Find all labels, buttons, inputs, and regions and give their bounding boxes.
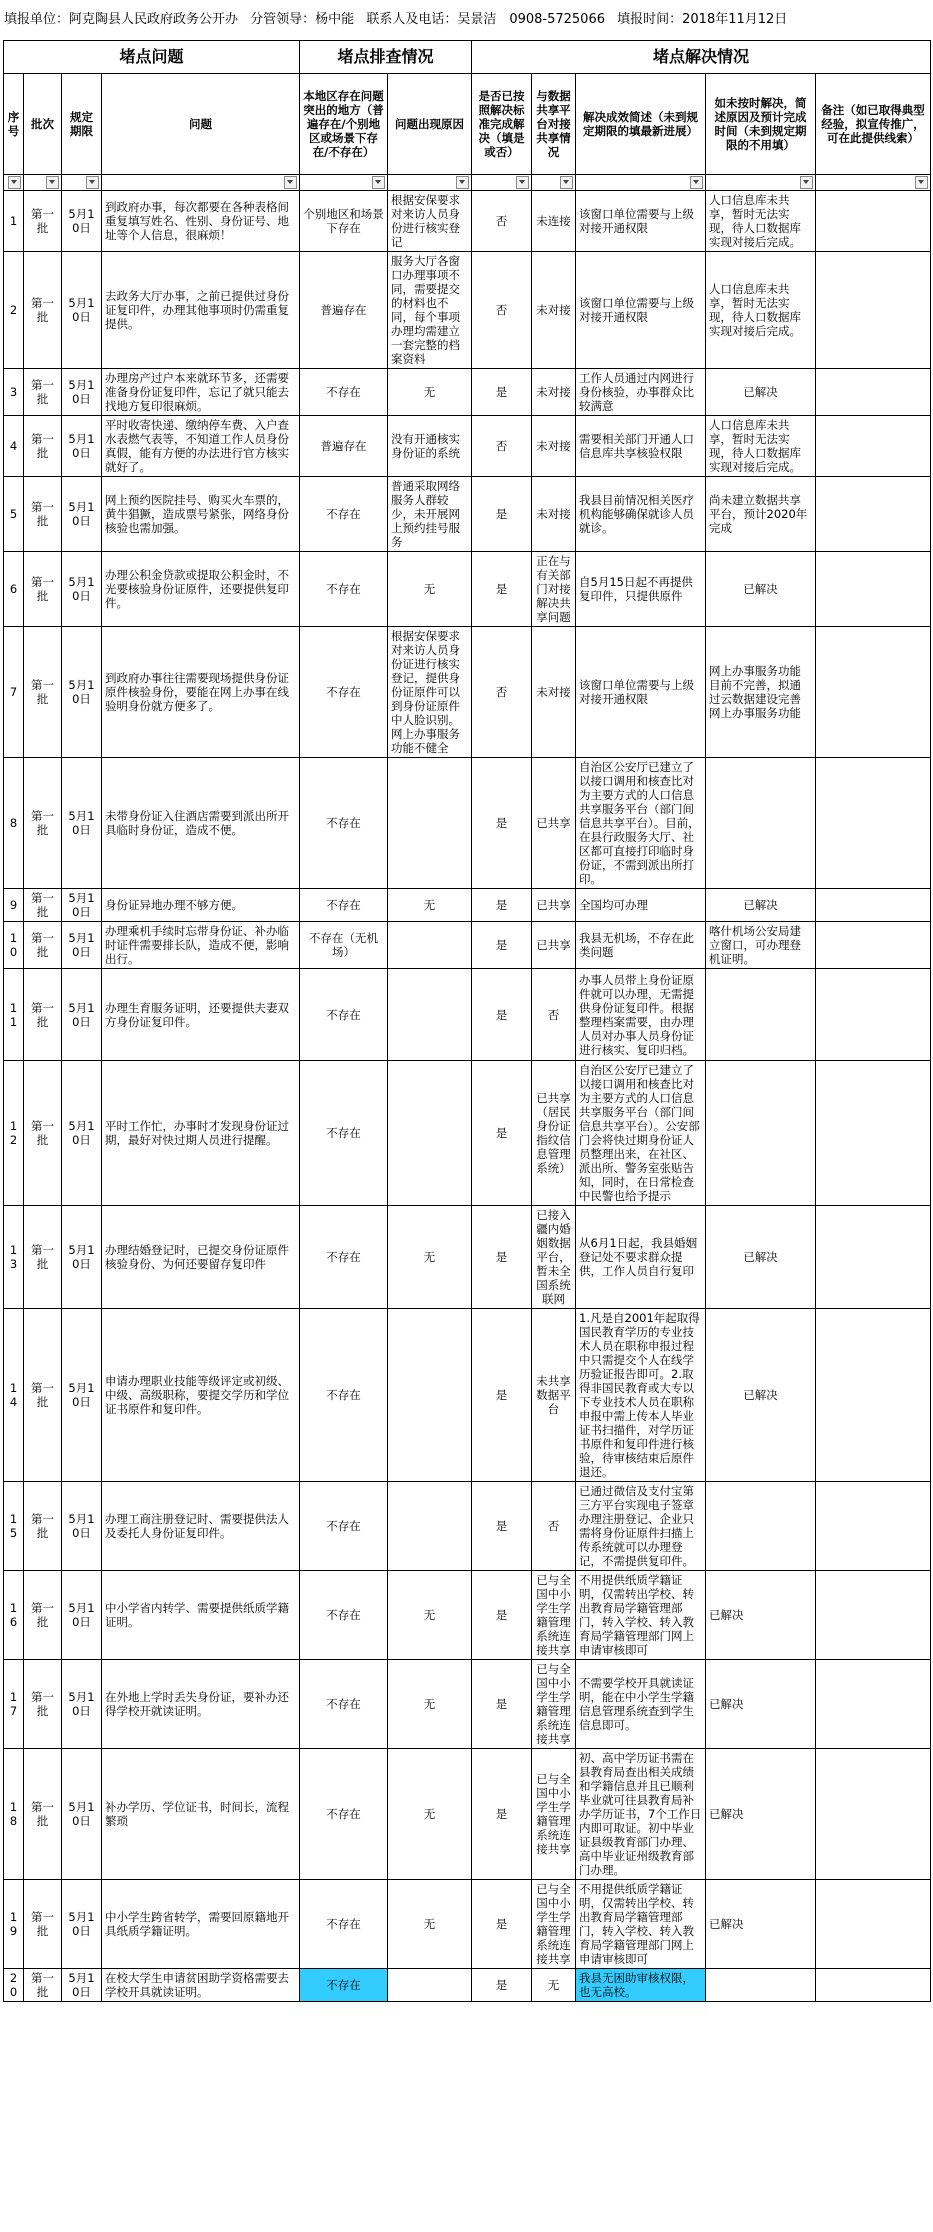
cell-resolved: 是 [472,1061,532,1206]
cell-delay: 喀什机场公安局建立窗口，可办理登机证明。 [706,922,816,969]
cell-resolved: 否 [472,416,532,477]
cell-share: 已与全国中小学生学籍管理系统连接共享 [532,1571,576,1660]
cell-reason: 无 [388,369,472,416]
cell-deadline: 5月10日 [62,369,102,416]
filter-cell [62,175,102,191]
cell-result: 已通过微信及支付宝第三方平台实现电子签章办理注册登记、企业只需将身份证原件扫描上传系统就可以办理登记，不需提供复印件。 [576,1482,706,1571]
filter-dropdown-icon[interactable] [86,176,99,189]
cell-exist: 不存在（无机场） [300,922,388,969]
cell-seq: 4 [4,416,24,477]
column-header-row [4,74,931,175]
cell-exist: 个别地区和场景下存在 [300,191,388,252]
cell-share: 未连接 [532,191,576,252]
cell-delay: 已解决 [706,1880,816,1969]
cell-remark [816,922,931,969]
cell-seq: 6 [4,552,24,627]
table-row [4,252,931,369]
group-solve: 堵点解决情况 [472,41,931,74]
cell-problem: 在外地上学时丢失身份证，要补办还得学校开就读证明。 [102,1660,300,1749]
cell-remark [816,369,931,416]
cell-result: 全国均可办理 [576,889,706,922]
cell-remark [816,1571,931,1660]
cell-share: 未对接 [532,627,576,758]
cell-reason: 无 [388,1749,472,1880]
cell-remark [816,1206,931,1309]
cell-batch: 第一批 [24,889,62,922]
cell-exist: 不存在 [300,1482,388,1571]
cell-exist: 不存在 [300,889,388,922]
table-row [4,1206,931,1309]
table-row [4,1571,931,1660]
cell-deadline: 5月10日 [62,477,102,552]
table-row [4,758,931,889]
cell-deadline: 5月10日 [62,1969,102,2002]
cell-deadline: 5月10日 [62,1482,102,1571]
cell-result: 自5月15日起不再提供复印件，只提供原件 [576,552,706,627]
table-row [4,627,931,758]
cell-delay: 人口信息库未共享，暂时无法实现，待人口数据库实现对接后完成。 [706,416,816,477]
cell-remark [816,252,931,369]
cell-exist: 不存在 [300,1969,388,2002]
table-row [4,1660,931,1749]
cell-reason: 无 [388,1880,472,1969]
cell-remark [816,1749,931,1880]
cell-result: 初、高中学历证书需在县教育局查出相关成绩和学籍信息并且已顺利毕业就可往县教育局补办学历证书，7个工作日内即可取证。初中毕业证县级教育部门办理、高中毕业证州级教育部门办理。 [576,1749,706,1880]
cell-delay: 已解决 [706,1206,816,1309]
cell-reason: 无 [388,1571,472,1660]
cell-resolved: 是 [472,1309,532,1482]
group-header-row [4,41,931,74]
col-deadline: 规定期限 [62,74,102,175]
cell-delay: 尚未建立数据共享平台，预计2020年完成 [706,477,816,552]
table-row [4,552,931,627]
cell-batch: 第一批 [24,1482,62,1571]
cell-seq: 11 [4,969,24,1061]
cell-problem: 办理公积金贷款或提取公积金时，不光要核验身份证原件，还要提供复印件。 [102,552,300,627]
cell-reason: 无 [388,552,472,627]
cell-batch: 第一批 [24,922,62,969]
cell-deadline: 5月10日 [62,969,102,1061]
cell-problem: 到政府办事往往需要现场提供身份证原件核验身份，要能在网上办事在线验明身份就方便多了。 [102,627,300,758]
cell-reason: 服务大厅各窗口办理事项不同，需要提交的材料也不同，每个事项办理均需建立一套完整的档案资料 [388,252,472,369]
cell-share: 已与全国中小学生学籍管理系统连接共享 [532,1660,576,1749]
table-row [4,889,931,922]
cell-problem: 去政务大厅办事，之前已提供过身份证复印件，办理其他事项时仍需重复提供。 [102,252,300,369]
cell-problem: 身份证异地办理不够方便。 [102,889,300,922]
cell-reason [388,969,472,1061]
cell-delay: 已解决 [706,1309,816,1482]
cell-reason [388,1482,472,1571]
cell-problem: 中小学省内转学、需要提供纸质学籍证明。 [102,1571,300,1660]
cell-batch: 第一批 [24,191,62,252]
cell-deadline: 5月10日 [62,191,102,252]
cell-batch: 第一批 [24,477,62,552]
cell-resolved: 是 [472,889,532,922]
filter-cell [816,175,931,191]
group-issue: 堵点问题 [4,41,300,74]
cell-delay: 人口信息库未共享，暂时无法实现，待人口数据库实现对接后完成。 [706,191,816,252]
cell-reason [388,1969,472,2002]
cell-batch: 第一批 [24,969,62,1061]
cell-seq: 12 [4,1061,24,1206]
cell-seq: 9 [4,889,24,922]
cell-delay [706,1482,816,1571]
cell-share: 正在与有关部门对接解决共享问题 [532,552,576,627]
cell-exist: 不存在 [300,1880,388,1969]
cell-deadline: 5月10日 [62,552,102,627]
col-result: 解决成效简述（未到规定期限的填最新进展） [576,74,706,175]
cell-batch: 第一批 [24,1660,62,1749]
cell-share: 已与全国中小学生学籍管理系统连接共享 [532,1749,576,1880]
cell-result: 自治区公安厅已建立了以接口调用和核查比对为主要方式的人口信息共享服务平台（部门间信息共享平台）。目前，在县行政服务大厅、社区都可直接打印临时身份证，不需到派出所打印。 [576,758,706,889]
cell-deadline: 5月10日 [62,627,102,758]
cell-result: 不需要学校开具就读证明，能在中小学生学籍信息管理系统查到学生信息即可。 [576,1660,706,1749]
cell-batch: 第一批 [24,1309,62,1482]
cell-result: 该窗口单位需要与上级对接开通权限 [576,627,706,758]
cell-batch: 第一批 [24,1061,62,1206]
cell-batch: 第一批 [24,1749,62,1880]
cell-problem: 办理工商注册登记时、需要提供法人及委托人身份证复印件。 [102,1482,300,1571]
cell-exist: 不存在 [300,1206,388,1309]
cell-deadline: 5月10日 [62,1309,102,1482]
cell-seq: 5 [4,477,24,552]
cell-batch: 第一批 [24,1571,62,1660]
cell-deadline: 5月10日 [62,416,102,477]
filter-cell [102,175,300,191]
cell-deadline: 5月10日 [62,1206,102,1309]
cell-delay: 已解决 [706,1571,816,1660]
cell-result: 不用提供纸质学籍证明，仅需转出学校、转出教育局学籍管理部门，转入学校、转入教育局学籍管理部门网上申请审核即可 [576,1880,706,1969]
cell-result: 我县无困助审核权限，也无高校。 [576,1969,706,2002]
filter-row [4,175,931,191]
cell-seq: 20 [4,1969,24,2002]
table-row [4,1309,931,1482]
cell-remark [816,889,931,922]
cell-result: 自治区公安厅已建立了以接口调用和核查比对为主要方式的人口信息共享服务平台（部门间信息共享平台）。公安部门会将快过期身份证人员整理出来，在社区、派出所、警务室张贴告知，同时，在日常检查中民警也给予提示 [576,1061,706,1206]
cell-problem: 到政府办事，每次都要在各种表格间重复填写姓名、性别、身份证号、地址等个人信息，很麻烦！ [102,191,300,252]
cell-share: 已接入疆内婚姻数据平台，暂未全国系统联网 [532,1206,576,1309]
col-problem: 问题 [102,74,300,175]
cell-resolved: 是 [472,1482,532,1571]
cell-reason: 没有开通核实身份证的系统 [388,416,472,477]
cell-problem: 补办学历、学位证书，时间长，流程繁琐 [102,1749,300,1880]
cell-remark [816,969,931,1061]
cell-reason: 根据安保要求对来访人员身份进行核实登记 [388,191,472,252]
cell-resolved: 是 [472,1206,532,1309]
cell-exist: 不存在 [300,758,388,889]
cell-exist: 不存在 [300,627,388,758]
filter-cell [532,175,576,191]
cell-share: 未对接 [532,416,576,477]
cell-resolved: 是 [472,552,532,627]
cell-reason [388,1309,472,1482]
cell-resolved: 是 [472,1749,532,1880]
col-exist: 本地区存在问题突出的地方（普遍存在/个别地区或场景下存在/不存在） [300,74,388,175]
report-leader: 分管领导：杨中能 [250,12,355,27]
cell-result: 该窗口单位需要与上级对接开通权限 [576,252,706,369]
table-row [4,1969,931,2002]
cell-seq: 7 [4,627,24,758]
cell-delay: 已解决 [706,1749,816,1880]
cell-seq: 16 [4,1571,24,1660]
cell-exist: 不存在 [300,969,388,1061]
cell-remark [816,758,931,889]
report-contact: 联系人及电话：吴景洁 0908-5725066 [366,12,605,27]
cell-problem: 中小学生跨省转学，需要回原籍地开具纸质学籍证明。 [102,1880,300,1969]
cell-resolved: 是 [472,969,532,1061]
cell-delay [706,758,816,889]
col-remark: 备注（如已取得典型经验，拟宣传推广，可在此提供线索） [816,74,931,175]
cell-exist: 不存在 [300,1749,388,1880]
cell-seq: 1 [4,191,24,252]
cell-reason: 无 [388,1206,472,1309]
cell-reason: 无 [388,1660,472,1749]
cell-batch: 第一批 [24,416,62,477]
cell-deadline: 5月10日 [62,1571,102,1660]
cell-batch: 第一批 [24,252,62,369]
cell-exist: 不存在 [300,1660,388,1749]
cell-exist: 普遍存在 [300,416,388,477]
cell-problem: 网上预约医院挂号、购买火车票的，黄牛猖獗，造成票号紧张，网络身份核验也需加强。 [102,477,300,552]
table-body [4,191,931,2002]
cell-remark [816,1482,931,1571]
cell-seq: 17 [4,1660,24,1749]
cell-batch: 第一批 [24,369,62,416]
report-unit: 填报单位：阿克陶县人民政府政务公开办 [4,12,239,27]
cell-deadline: 5月10日 [62,1749,102,1880]
cell-resolved: 是 [472,1660,532,1749]
cell-share: 未对接 [532,477,576,552]
cell-deadline: 5月10日 [62,1061,102,1206]
cell-exist: 不存在 [300,477,388,552]
cell-delay [706,1061,816,1206]
cell-exist: 不存在 [300,552,388,627]
cell-exist: 普遍存在 [300,252,388,369]
filter-dropdown-icon[interactable] [915,176,928,189]
cell-resolved: 否 [472,252,532,369]
cell-problem: 在校大学生申请贫困助学资格需要去学校开具就读证明。 [102,1969,300,2002]
cell-result: 1.凡是自2001年起取得国民教育学历的专业技术人员在职称申报过程中只需提交个人在线学历验证报告即可。2.取得非国民教育或大专以下专业技术人员在职称申报中需上传本人毕业证书扫描件，对学历证书原件和复印件进行核验，待审核结束后原件退还。 [576,1309,706,1482]
cell-delay: 已解决 [706,1660,816,1749]
cell-seq: 8 [4,758,24,889]
table-row [4,416,931,477]
cell-result: 该窗口单位需要与上级对接开通权限 [576,191,706,252]
cell-delay: 网上办事服务功能目前不完善，拟通过云数据建设完善网上办事服务功能 [706,627,816,758]
cell-result: 我县无机场，不存在此类问题 [576,922,706,969]
blockage-table [3,40,931,2002]
cell-share: 已共享（居民身份证指纹信息管理系统） [532,1061,576,1206]
cell-deadline: 5月10日 [62,1660,102,1749]
cell-share: 无 [532,1969,576,2002]
filter-dropdown-icon[interactable] [690,176,703,189]
table-row [4,922,931,969]
cell-deadline: 5月10日 [62,1880,102,1969]
cell-result: 不用提供纸质学籍证明，仅需转出学校、转出教育局学籍管理部门，转入学校、转入教育局学籍管理部门网上申请审核即可 [576,1571,706,1660]
cell-reason: 根据安保要求对来访人员身份证进行核实登记，提供身份证原件可以到身份证原件中人脸识别。网上办事服务功能不健全 [388,627,472,758]
cell-share: 已与全国中小学生学籍管理系统连接共享 [532,1880,576,1969]
cell-seq: 3 [4,369,24,416]
cell-remark [816,1309,931,1482]
cell-share: 未对接 [532,252,576,369]
table-row [4,369,931,416]
cell-delay: 已解决 [706,552,816,627]
table-row [4,477,931,552]
cell-problem: 办理房产过户本来就环节多，还需要准备身份证复印件，忘记了就只能去找地方复印很麻烦。 [102,369,300,416]
filter-dropdown-icon[interactable] [560,176,573,189]
cell-batch: 第一批 [24,552,62,627]
cell-seq: 2 [4,252,24,369]
table-row [4,969,931,1061]
report-time: 填报时间：2018年11月12日 [617,12,788,27]
cell-deadline: 5月10日 [62,889,102,922]
cell-share: 未共享数据平台 [532,1309,576,1482]
cell-problem: 申请办理职业技能等级评定或初级、中级、高级职称，要提交学历和学位证书原件和复印件。 [102,1309,300,1482]
cell-exist: 不存在 [300,369,388,416]
cell-seq: 14 [4,1309,24,1482]
cell-batch: 第一批 [24,1969,62,2002]
cell-remark [816,1660,931,1749]
cell-batch: 第一批 [24,1206,62,1309]
cell-batch: 第一批 [24,758,62,889]
filter-dropdown-icon[interactable] [800,176,813,189]
cell-problem: 办理乘机手续时忘带身份证、补办临时证件需要排长队，造成不便，影响出行。 [102,922,300,969]
cell-delay [706,1969,816,2002]
filter-dropdown-icon[interactable] [46,176,59,189]
filter-dropdown-icon[interactable] [372,176,385,189]
cell-deadline: 5月10日 [62,922,102,969]
cell-share: 未对接 [532,369,576,416]
cell-delay: 已解决 [706,369,816,416]
table-row [4,1749,931,1880]
cell-share: 已共享 [532,922,576,969]
filter-dropdown-icon[interactable] [516,176,529,189]
cell-result: 需要相关部门开通人口信息库共享核验权限 [576,416,706,477]
filter-cell [472,175,532,191]
cell-resolved: 是 [472,1969,532,2002]
filter-cell [24,175,62,191]
cell-problem: 办理结婚登记时，已提交身份证原件核验身份、为何还要留存复印件 [102,1206,300,1309]
filter-dropdown-icon[interactable] [456,176,469,189]
cell-seq: 15 [4,1482,24,1571]
cell-share: 否 [532,1482,576,1571]
cell-result: 办事人员带上身份证原件就可以办理，无需提供身份证复印件。根据整理档案需要，由办理人员对办事人员身份证进行核实、复印归档。 [576,969,706,1061]
cell-resolved: 否 [472,191,532,252]
filter-cell [576,175,706,191]
cell-resolved: 否 [472,627,532,758]
cell-remark [816,1061,931,1206]
cell-remark [816,552,931,627]
group-check: 堵点排查情况 [300,41,472,74]
cell-share: 已共享 [532,889,576,922]
col-resolved: 是否已按照解决标准完成解决（填是或否） [472,74,532,175]
filter-cell [388,175,472,191]
col-share: 与数据共享平台对接共享情况 [532,74,576,175]
cell-remark [816,191,931,252]
cell-resolved: 是 [472,1571,532,1660]
cell-share: 已共享 [532,758,576,889]
filter-cell [4,175,24,191]
cell-resolved: 是 [472,369,532,416]
cell-problem: 平时收寄快递、缴纳停车费、入户查水表燃气表等，不知道工作人员身份真假，能有方便的办法进行官方核实就好了。 [102,416,300,477]
cell-seq: 19 [4,1880,24,1969]
cell-reason: 无 [388,889,472,922]
cell-resolved: 是 [472,1880,532,1969]
table-row [4,1061,931,1206]
cell-exist: 不存在 [300,1571,388,1660]
col-delay: 如未按时解决，简述原因及预计完成时间（未到规定期限的不用填） [706,74,816,175]
cell-reason [388,1061,472,1206]
table-row [4,191,931,252]
cell-deadline: 5月10日 [62,252,102,369]
cell-seq: 10 [4,922,24,969]
cell-delay: 人口信息库未共享，暂时无法实现，待人口数据库实现对接后完成。 [706,252,816,369]
cell-reason [388,922,472,969]
filter-cell [706,175,816,191]
cell-seq: 13 [4,1206,24,1309]
cell-reason: 普通采取网络服务人群较少，未开展网上预约挂号服务 [388,477,472,552]
cell-seq: 18 [4,1749,24,1880]
cell-share: 否 [532,969,576,1061]
filter-dropdown-icon[interactable] [8,176,21,189]
cell-batch: 第一批 [24,1880,62,1969]
cell-delay: 已解决 [706,889,816,922]
cell-result: 工作人员通过内网进行身份核验，办事群众比较满意 [576,369,706,416]
table-row [4,1482,931,1571]
cell-batch: 第一批 [24,627,62,758]
cell-reason [388,758,472,889]
cell-remark [816,1880,931,1969]
cell-delay [706,969,816,1061]
cell-result: 我县目前情况相关医疗机构能够确保就诊人员就诊。 [576,477,706,552]
cell-problem: 未带身份证入住酒店需要到派出所开具临时身份证，造成不便。 [102,758,300,889]
cell-problem: 平时工作忙，办事时才发现身份证过期，最好对快过期人员进行提醒。 [102,1061,300,1206]
cell-resolved: 是 [472,758,532,889]
col-batch: 批次 [24,74,62,175]
cell-remark [816,477,931,552]
cell-problem: 办理生育服务证明，还要提供夫妻双方身份证复印件。 [102,969,300,1061]
cell-exist: 不存在 [300,1309,388,1482]
col-seq: 序号 [4,74,24,175]
cell-result: 从6月1日起，我县婚姻登记处不要求群众提供，工作人员自行复印 [576,1206,706,1309]
cell-remark [816,627,931,758]
col-reason: 问题出现原因 [388,74,472,175]
cell-resolved: 是 [472,477,532,552]
cell-remark [816,416,931,477]
cell-resolved: 是 [472,922,532,969]
cell-exist: 不存在 [300,1061,388,1206]
cell-deadline: 5月10日 [62,758,102,889]
table-row [4,1880,931,1969]
report-header [4,6,929,34]
filter-dropdown-icon[interactable] [284,176,297,189]
filter-cell [300,175,388,191]
cell-remark [816,1969,931,2002]
